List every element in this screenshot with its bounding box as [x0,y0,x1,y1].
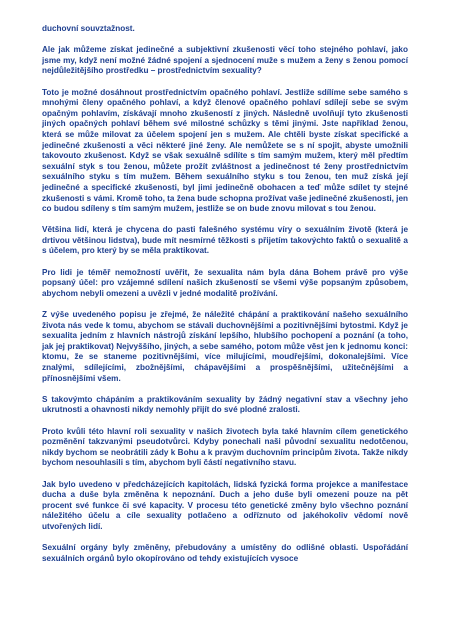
paragraph-human-form: Jak bylo uvedeno v předcházejících kapitolách, lidská fyzická forma projekce a manifestace ducha a duše byla změněna k nepoznání. Duch a jeho duše byli omezeni pouze na pět procent své funkce či své kapacity. V procesu této genetické změny bylo všechno poznání náležitého účelu a cíle sexuality potlačeno a odříznuto od jakéhokoliv vědomí nově utvořených lidí. [42,479,408,531]
paragraph-false-belief: Většina lidí, která je chycena do pasti falešného systému víry o sexuálním životě (která je drtivou většinou lidstva), bude mít nesmírné těžkosti s přijetím takovýchto faktů o sexualitě a s účelem, pro který by se měla praktikovat. [42,225,408,256]
paragraph-spiritual-growth: Z výše uvedeného popisu je zřejmé, že náležité chápání a praktikování našeho sexuálního života nás vede k tomu, abychom se stávali duchovnějšími a pozitivnějšími bytostmi. Když je sexualita jedním z hlavních nástrojů získání lepšího, hlubšího pochopení a poznání (a toho, jak jej praktikovat) Nejvyššího, jiných, a sebe samého, potom může věst jen k jednomu konci: ktomu, že se staneme pozitivnějšími, více milujícími, moudřejšími, dokonalejšími. Více znalými, sdílejícími, zbožnějšími, chápavějšími a prospěšnějšími, užitečnějšími a přínosnějšími všem. [42,310,408,383]
paragraph-continuation: duchovní souvztažnost. [42,24,135,33]
paragraph-negative-state: S takovýmto chápáním a praktikováním sexuality by žádný negativní stav a všechny jeho ukrutnosti a ohavnosti nikdy nemohly přijít do své plodné zralosti. [42,394,408,415]
paragraph-genetic-change: Proto kvůli této hlavní roli sexuality v našich životech byla také hlavním cílem genetického pozměnění takzvanými pseudotvůrci. Kdyby ponechali naši původní sexualitu nedotčenou, nikdy bychom se neobrátili zády k Bohu a k pravým duchovním principům života. Takže nikdy bychom nesouhlasili s tím, abychom byli částí negativního stavu. [42,426,408,468]
paragraph-opposite-sex: Toto je možné dosáhnout prostřednictvím opačného pohlaví. Jestliže sdílíme sebe samého s mnohými členy opačného pohlaví, a když členové opačného pohlaví sdílejí sebe se svým opačným pohlavím, získávají mnoho zkušeností z jiných. Následně uvolňují tyto zkušenosti jiných opačných pohlaví během své milostné schůzky s těmi jinými. Jste například ženou, která se může milovat za účelem spojení jen s mužem. Ale chtěli byste získat specifické a jedinečné zkušenosti a věci některé jiné ženy. Ale nemůžete se s ní spojit, abyste umožnili takovouto zkušenost. Když se však sexuálně sdílíte s tím samým mužem, který měl předtím sexuální styk s tou ženou, můžete prožít zvláštnost a jedinečnost té ženy prostřednictvím sexuálního styku s tím mužem. Během sexuálního styku s tou ženou, ten muž získá její jedinečné a specifické zkušenosti, byl jimi jedinečně obohacen a teď může sdílet ty stejné zkušenosti s vámi. Kromě toho, ta žena bude schopna prožívat vaše jedinečné zkušenosti, jen co budou sdíleny s tím samým mužem, jestliže se on bude znovu milovat s tou ženou. [42,87,408,214]
paragraph-question: Ale jak můžeme získat jedinečné a subjektivní zkušenosti věcí toho stejného pohlaví, jako jsme my, když není možné žádné spojení a sjednocení muže s mužem a ženy s ženou pomocí nejdůležitějšího prostředku – prostřednictvím sexuality? [42,45,408,76]
paragraph-purpose: Pro lidi je téměř nemožností uvěřit, že sexualita nám byla dána Bohem právě pro výše popsaný účel: pro vzájemné sdílení našich zkušeností se všemi výše popsaným způsobem, abychom nebyli omezeni a uvězli v jedné modalitě prožívání. [42,267,408,298]
document-page [42,24,408,564]
paragraph-sexual-organs: Sexuální orgány byly změněny, přebudovány a umístěny do odlišné oblasti. Uspořádání sexuálních orgánů bylo okopírováno od tehdy existujících vysoce [42,543,408,563]
